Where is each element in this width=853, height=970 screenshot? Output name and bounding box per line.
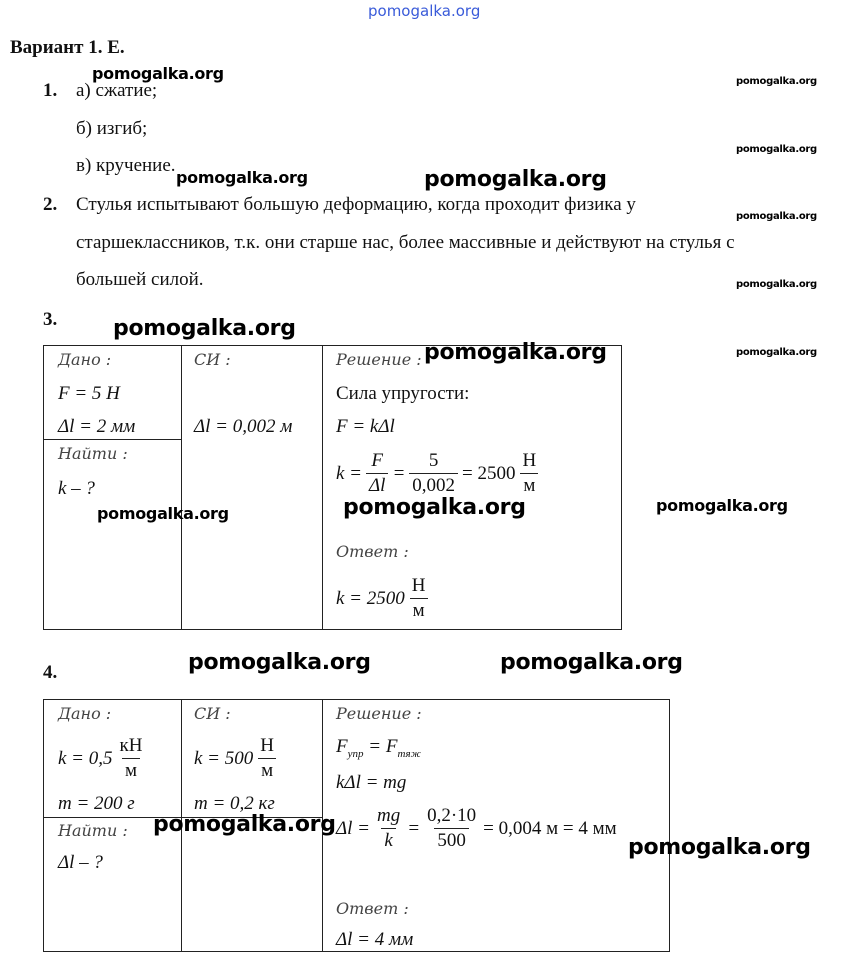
fraction-numerator: mg bbox=[377, 805, 401, 826]
solution-calculation bbox=[336, 804, 617, 853]
watermark[interactable]: pomogalka.org bbox=[628, 835, 811, 860]
equals-sign: = bbox=[392, 462, 406, 484]
solution-equation-2: kΔl = mg bbox=[336, 772, 407, 793]
watermark[interactable]: pomogalka.org bbox=[153, 812, 336, 837]
find-label: Найти : bbox=[58, 821, 128, 840]
watermark[interactable]: pomogalka.org bbox=[736, 279, 817, 290]
answer-value: Δl = 4 мм bbox=[336, 929, 414, 950]
task2-line-2: старшеклассников, т.к. они старше нас, более массивные и действуют на стулья с bbox=[76, 232, 735, 253]
answer-label: Ответ : bbox=[336, 542, 409, 561]
watermark[interactable]: pomogalka.org bbox=[736, 76, 817, 87]
row-divider bbox=[44, 439, 181, 440]
fraction bbox=[366, 449, 388, 498]
page-title: Вариант 1. Е. bbox=[10, 37, 125, 58]
unit-denominator: м bbox=[122, 758, 140, 783]
task1-item-a: а) сжатие; bbox=[76, 80, 158, 101]
unit-numerator: Н bbox=[260, 735, 274, 756]
fraction bbox=[374, 804, 403, 853]
top-watermark[interactable]: pomogalka.org bbox=[368, 2, 481, 20]
answer-text: k = 2500 bbox=[336, 587, 405, 609]
solution-calculation bbox=[336, 449, 543, 498]
fraction bbox=[409, 449, 458, 498]
unit-fraction bbox=[117, 734, 146, 783]
eq-subscript-2: тяж bbox=[397, 747, 421, 760]
unit-fraction bbox=[409, 574, 429, 623]
task4-number: 4. bbox=[43, 662, 58, 683]
given-stiffness bbox=[58, 734, 149, 783]
task1-item-c: в) кручение. bbox=[76, 155, 176, 176]
task1-item-b: б) изгиб; bbox=[76, 118, 148, 139]
solution-label: Решение : bbox=[336, 350, 422, 369]
watermark[interactable]: pomogalka.org bbox=[424, 340, 607, 365]
watermark[interactable]: pomogalka.org bbox=[113, 316, 296, 341]
fraction-denominator: Δl bbox=[366, 473, 388, 498]
si-elongation: Δl = 0,002 м bbox=[194, 416, 293, 437]
fraction-numerator: F bbox=[371, 450, 384, 471]
unit-fraction bbox=[520, 449, 540, 498]
watermark[interactable]: pomogalka.org bbox=[188, 650, 371, 675]
watermark[interactable]: pomogalka.org bbox=[343, 495, 526, 520]
find-value: k – ? bbox=[58, 478, 95, 499]
unit-denominator: м bbox=[258, 758, 276, 783]
equals-sign: = bbox=[407, 817, 421, 839]
unit-numerator: Н bbox=[411, 575, 426, 596]
watermark[interactable]: pomogalka.org bbox=[92, 64, 224, 83]
watermark[interactable]: pomogalka.org bbox=[424, 167, 607, 192]
task2-line-3: большей силой. bbox=[76, 269, 204, 290]
solution-intro: Сила упругости: bbox=[336, 383, 470, 404]
calc-result: = 0,004 м = 4 мм bbox=[483, 817, 617, 839]
task1-number: 1. bbox=[43, 80, 58, 101]
fraction-denominator: k bbox=[381, 828, 395, 853]
eq-force-1: F bbox=[336, 736, 348, 757]
si-label: СИ : bbox=[194, 350, 231, 369]
si-label: СИ : bbox=[194, 704, 231, 723]
si-stiffness-text: k = 500 bbox=[194, 747, 254, 769]
calc-lhs: k = bbox=[336, 462, 363, 484]
solution-label: Решение : bbox=[336, 704, 422, 723]
watermark[interactable]: pomogalka.org bbox=[656, 496, 788, 515]
fraction-numerator: 5 bbox=[428, 450, 439, 471]
fraction-denominator: 0,002 bbox=[409, 473, 458, 498]
task3-table bbox=[43, 345, 622, 630]
unit-denominator: м bbox=[520, 473, 538, 498]
task2-line-1: Стулья испытывают большую деформацию, когда проходит физика у bbox=[76, 194, 636, 215]
eq-subscript-1: упр bbox=[347, 747, 364, 760]
column-divider bbox=[322, 346, 323, 629]
unit-numerator: Н bbox=[522, 450, 537, 471]
watermark[interactable]: pomogalka.org bbox=[500, 650, 683, 675]
fraction-denominator: 500 bbox=[434, 828, 469, 853]
calc-result: = 2500 bbox=[462, 462, 516, 484]
eq-middle: = F bbox=[363, 736, 398, 757]
calc-lhs: Δl = bbox=[336, 817, 371, 839]
unit-numerator: кН bbox=[119, 735, 143, 756]
find-label: Найти : bbox=[58, 444, 128, 463]
column-divider bbox=[181, 346, 182, 629]
watermark[interactable]: pomogalka.org bbox=[736, 144, 817, 155]
task4-table bbox=[43, 699, 670, 952]
given-mass: m = 200 г bbox=[58, 793, 135, 814]
given-label: Дано : bbox=[58, 350, 112, 369]
watermark[interactable]: pomogalka.org bbox=[736, 347, 817, 358]
answer-value bbox=[336, 574, 433, 623]
solution-equation-1 bbox=[336, 736, 421, 760]
task2-number: 2. bbox=[43, 194, 58, 215]
si-mass: m = 0,2 кг bbox=[194, 793, 275, 814]
given-label: Дано : bbox=[58, 704, 112, 723]
watermark[interactable]: pomogalka.org bbox=[176, 168, 308, 187]
fraction-numerator: 0,2·10 bbox=[427, 805, 477, 826]
watermark[interactable]: pomogalka.org bbox=[736, 211, 817, 222]
given-force: F = 5 Н bbox=[58, 383, 120, 404]
answer-label: Ответ : bbox=[336, 899, 409, 918]
find-value: Δl – ? bbox=[58, 852, 103, 873]
si-stiffness bbox=[194, 734, 281, 783]
unit-fraction bbox=[257, 734, 277, 783]
task3-number: 3. bbox=[43, 309, 58, 330]
unit-denominator: м bbox=[410, 598, 428, 623]
watermark[interactable]: pomogalka.org bbox=[97, 504, 229, 523]
given-stiffness-text: k = 0,5 bbox=[58, 747, 113, 769]
given-elongation: Δl = 2 мм bbox=[58, 416, 136, 437]
solution-formula: F = kΔl bbox=[336, 416, 395, 437]
fraction bbox=[424, 804, 479, 853]
